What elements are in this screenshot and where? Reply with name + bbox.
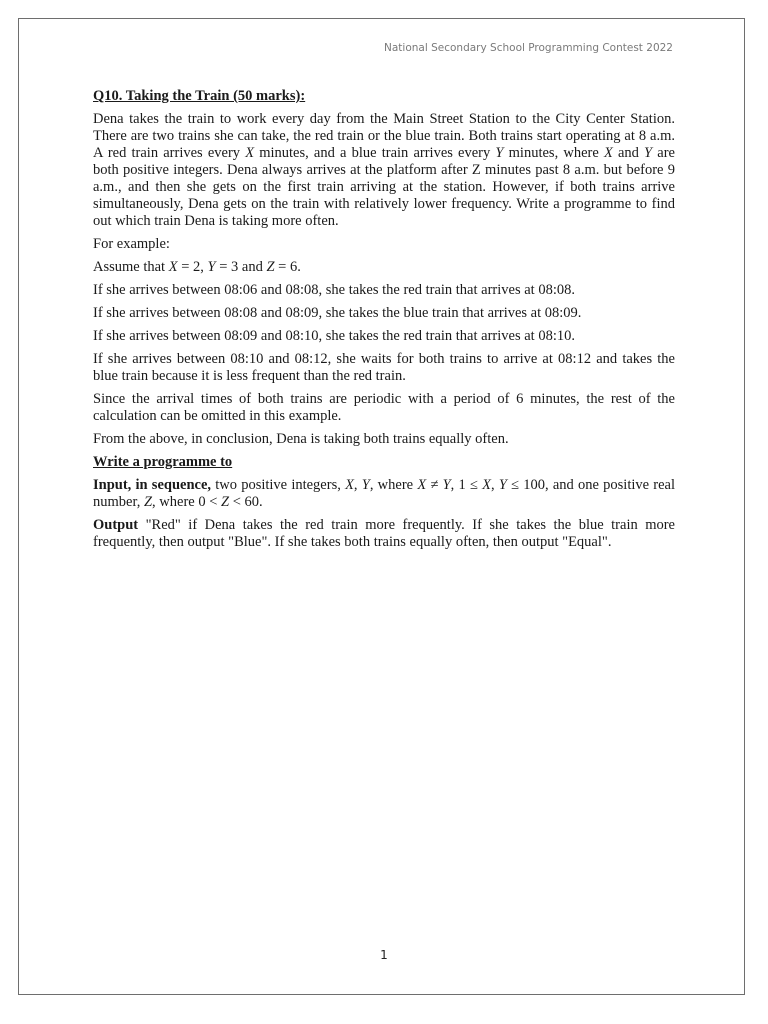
question-title: Q10. Taking the Train (50 marks): [93, 88, 306, 104]
conclusion: From the above, in conclusion, Dena is taking both trains equally often. [93, 431, 509, 447]
problem-statement: Dena takes the train to work every day from the Main Street Station to the City Center Station. There are two trains she can take, the red train or the blue train. Both trains start operating at 8 a.m. A red train arrives every X minutes, and a blue train arrives every Y minutes, where X and Y are both positive integers. Dena always arrives at the platform after Z minutes past 8 a.m. but before 9 a.m., and then she gets on the first train arriving at the station. However, if both trains arrive simultaneously, Dena gets on the train with relatively lower frequency. Write a programme to find out which train Dena is taking more often. [93, 111, 675, 229]
document-body [93, 88, 675, 557]
period-note: Since the arrival times of both trains are periodic with a period of 6 minutes, the rest of the calculation can be omitted in this example. [93, 391, 675, 424]
example-case-3: If she arrives between 08:09 and 08:10, she takes the red train that arrives at 08:10. [93, 328, 575, 344]
example-assumption: Assume that X = 2, Y = 3 and Z = 6. [93, 259, 301, 275]
output-spec: Output "Red" if Dena takes the red train more frequently. If she takes the blue train more frequently, then output "Blue". If she takes both trains equally often, then output "Equal". [93, 517, 675, 550]
example-case-1: If she arrives between 08:06 and 08:08, she takes the red train that arrives at 08:08. [93, 282, 575, 298]
for-example-label: For example: [93, 236, 170, 252]
task-heading: Write a programme to [93, 454, 233, 470]
input-spec: Input, in sequence, two positive integers, X, Y, where X ≠ Y, 1 ≤ X, Y ≤ 100, and one positive real number, Z, where 0 < Z < 60. [93, 477, 676, 510]
running-header: National Secondary School Programming Contest 2022 [384, 42, 673, 54]
example-case-2: If she arrives between 08:08 and 08:09, she takes the blue train that arrives at 08:09. [93, 305, 582, 321]
page-number: 1 [380, 948, 388, 962]
example-case-4: If she arrives between 08:10 and 08:12, she waits for both trains to arrive at 08:12 and takes the blue train because it is less frequent than the red train. [93, 351, 675, 384]
